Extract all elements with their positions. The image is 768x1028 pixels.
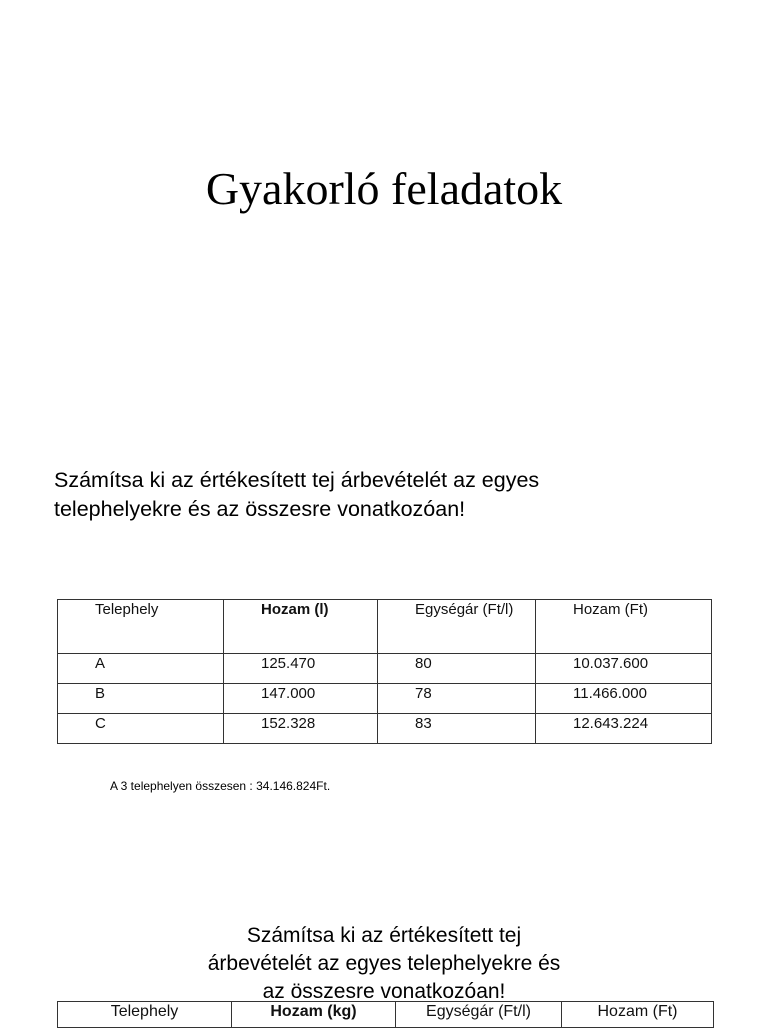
column-header-site: Telephely (58, 600, 224, 654)
column-header-unit-price: Egységár (Ft/l) (378, 600, 536, 654)
column-header-unit-price: Egységár (Ft/l) (396, 1002, 562, 1028)
table-cell: A (58, 654, 224, 684)
total-summary: A 3 telephelyen összesen : 34.146.824Ft. (110, 779, 331, 793)
column-header-yield: Hozam (kg) (232, 1002, 396, 1028)
column-header-revenue: Hozam (Ft) (536, 600, 712, 654)
task-instruction-line: telephelyekre és az összesre vonatkozóan! (54, 497, 466, 521)
table-row (58, 684, 712, 714)
table-cell: 80 (378, 654, 536, 684)
column-header-yield: Hozam (l) (224, 600, 378, 654)
table-cell: 12.643.224 (536, 714, 712, 744)
column-header-revenue: Hozam (Ft) (562, 1002, 714, 1028)
task-instruction-line: Számítsa ki az értékesített tej (246, 924, 522, 947)
task-instruction-line: árbevételét az egyes telephelyekre és (207, 952, 561, 975)
page-title: Gyakorló feladatok (205, 163, 563, 214)
table-cell: B (58, 684, 224, 714)
table-cell: 78 (378, 684, 536, 714)
table-row (58, 714, 712, 744)
table-header-row (58, 600, 712, 654)
table-row (58, 654, 712, 684)
task-instruction-1 (54, 466, 694, 524)
table-cell: 83 (378, 714, 536, 744)
task-instruction-line: Számítsa ki az értékesített tej árbevételét az egyes (54, 468, 540, 492)
table-cell: 152.328 (224, 714, 378, 744)
table-cell: 125.470 (224, 654, 378, 684)
table-cell: 11.466.000 (536, 684, 712, 714)
table-cell: C (58, 714, 224, 744)
task-instruction-line: az összesre vonatkozóan! (262, 980, 506, 1003)
task-instruction-2 (0, 922, 768, 1006)
table-cell: 147.000 (224, 684, 378, 714)
revenue-table-liters (57, 599, 712, 744)
table-cell: 10.037.600 (536, 654, 712, 684)
column-header-site: Telephely (58, 1002, 232, 1028)
